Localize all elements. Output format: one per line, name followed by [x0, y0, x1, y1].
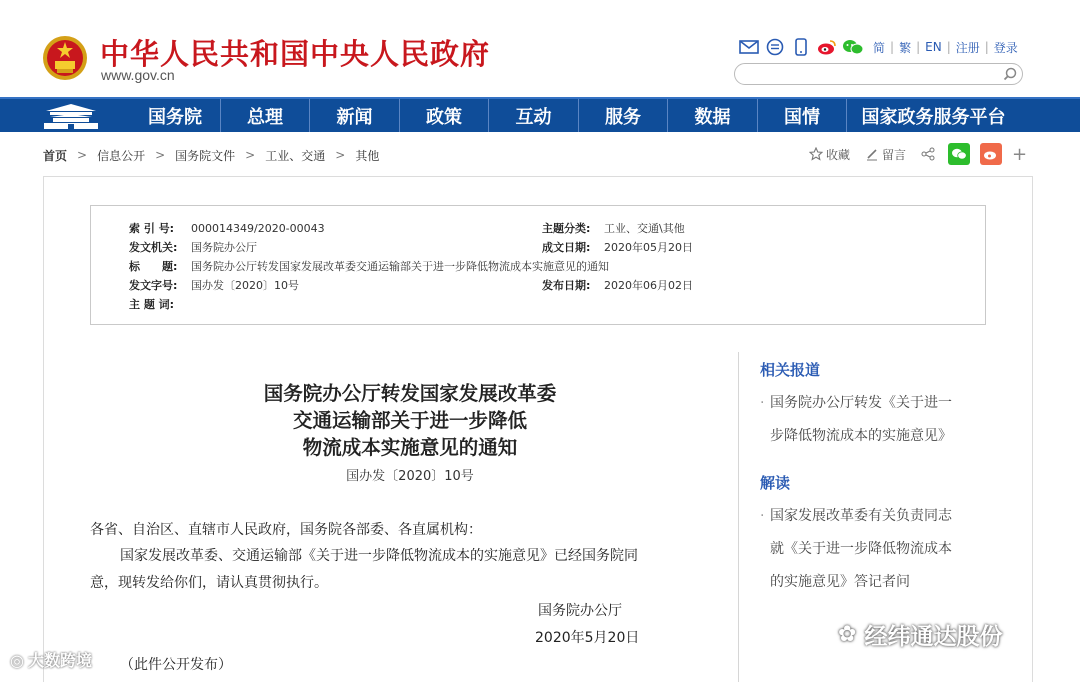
article-date: 2020年5月20日	[535, 630, 640, 646]
message-icon[interactable]	[764, 37, 786, 57]
nav-items	[130, 99, 1020, 132]
meta-title-value: 国务院办公厅转发国家发展改革委交通运输部关于进一步降低物流成本实施意见的通知	[191, 260, 609, 273]
nav-news[interactable]: 新闻	[309, 99, 399, 132]
breadcrumb-info-disclosure[interactable]: 信息公开	[97, 148, 146, 163]
article-salutation: 各省、自治区、直辖市人民政府，国务院各部委、各直属机构：	[90, 522, 482, 538]
sidebar-divider	[738, 352, 739, 682]
search-icon[interactable]	[1002, 66, 1018, 82]
meta-index-value: 000014349/2020-00043	[191, 221, 325, 235]
article-note: （此件公开发布）	[120, 657, 232, 673]
nav-services[interactable]: 服务	[578, 99, 667, 132]
tiananmen-icon[interactable]	[40, 101, 102, 131]
divider: |	[946, 40, 951, 54]
share-bar	[808, 143, 1027, 165]
link-register[interactable]: 注册	[955, 40, 980, 55]
nav-interaction[interactable]: 互动	[488, 99, 578, 132]
share-icon[interactable]	[920, 146, 936, 162]
meta-published-value: 2020年06月02日	[604, 279, 693, 292]
article-title-line: 交通运输部关于进一步降低	[292, 409, 527, 432]
watermark-right	[838, 618, 1002, 651]
interpretation-link[interactable]	[760, 500, 952, 599]
wechat-icon[interactable]	[842, 37, 864, 57]
meta-issuer-label: 发文机关:	[129, 241, 178, 254]
related-report-line[interactable]: 国务院办公厅转发《关于进一	[770, 395, 952, 411]
article-paragraph: 国家发展改革委、交通运输部《关于进一步降低物流成本的实施意见》已经国务院同	[120, 548, 638, 564]
weibo-share-icon[interactable]	[980, 143, 1002, 165]
interpretation-line[interactable]: 就《关于进一步降低物流成本	[770, 541, 952, 557]
article-signature: 国务院办公厅	[538, 603, 622, 619]
interpretation-line[interactable]: 的实施意见》答记者问	[770, 574, 910, 590]
nav-data[interactable]: 数据	[667, 99, 757, 132]
breadcrumb-state-council-docs[interactable]: 国务院文件	[175, 148, 236, 163]
nav-premier[interactable]: 总理	[220, 99, 309, 132]
interpretation-heading: 解读	[760, 474, 791, 492]
site-url[interactable]: www.gov.cn	[101, 67, 175, 83]
watermark-logo-icon: ◎	[10, 651, 24, 670]
article-title-line: 物流成本实施意见的通知	[302, 436, 518, 459]
article-paragraph-cont: 意，现转发给你们，请认真贯彻执行。	[90, 575, 328, 591]
meta-keywords-label: 主 题 词:	[129, 298, 175, 311]
divider: |	[984, 40, 989, 54]
nav-policies[interactable]: 政策	[399, 99, 488, 132]
site-title[interactable]: 中华人民共和国中央人民政府	[100, 37, 491, 71]
chevron-right-icon: >	[77, 148, 88, 162]
document-meta-table	[90, 205, 986, 325]
meta-category-value: 工业、交通\其他	[604, 222, 685, 235]
main-nav	[0, 97, 1080, 132]
meta-index-label: 索 引 号:	[129, 222, 175, 235]
meta-published-label: 发布日期:	[542, 279, 591, 292]
breadcrumb-industry-transport[interactable]: 工业、交通	[265, 148, 326, 163]
comment-label[interactable]: 留言	[882, 147, 907, 162]
mail-icon[interactable]	[738, 37, 760, 57]
related-report-line[interactable]: 步降低物流成本的实施意见》	[770, 428, 952, 444]
link-login[interactable]: 登录	[993, 40, 1018, 55]
chevron-right-icon: >	[155, 148, 166, 162]
wechat-share-icon[interactable]	[948, 143, 970, 165]
related-report-link[interactable]	[760, 387, 952, 453]
breadcrumb-other[interactable]: 其他	[355, 148, 380, 163]
article-title	[90, 380, 730, 461]
more-icon[interactable]: +	[1012, 143, 1028, 165]
national-emblem-icon[interactable]	[42, 33, 88, 83]
nav-national-info[interactable]: 国情	[757, 99, 846, 132]
divider: |	[916, 40, 921, 54]
link-traditional[interactable]: 繁	[899, 40, 912, 55]
meta-title-label: 标 题:	[129, 260, 178, 273]
meta-issuer-value: 国务院办公厅	[191, 241, 257, 254]
link-english[interactable]: EN	[925, 40, 942, 54]
header-tools	[738, 36, 1023, 58]
mobile-icon[interactable]	[790, 37, 812, 57]
nav-gov-service-platform[interactable]: 国家政务服务平台	[846, 99, 1020, 132]
breadcrumb-home[interactable]: 首页	[43, 148, 68, 163]
article-doc-number: 国办发〔2020〕10号	[346, 469, 474, 484]
watermark-left	[10, 648, 92, 671]
bullet-icon: ·	[760, 395, 765, 411]
search-input[interactable]	[745, 65, 1000, 85]
meta-category-label: 主题分类:	[542, 222, 591, 235]
breadcrumb	[43, 146, 379, 164]
wechat-watermark-icon: ✿	[838, 622, 857, 647]
favorite-label[interactable]: 收藏	[826, 147, 851, 162]
article-title-line: 国务院办公厅转发国家发展改革委	[263, 382, 557, 405]
site-header	[0, 0, 1080, 97]
interpretation-line[interactable]: 国家发展改革委有关负责同志	[770, 508, 952, 524]
chevron-right-icon: >	[245, 148, 256, 162]
weibo-icon[interactable]	[816, 37, 838, 57]
bullet-icon: ·	[760, 508, 765, 524]
divider: |	[890, 40, 895, 54]
related-reports-heading: 相关报道	[760, 361, 821, 379]
search-box	[734, 63, 1023, 85]
watermark-left-text: 大数跨境	[27, 651, 92, 670]
watermark-right-text: 经纬通达股份	[864, 624, 1003, 650]
pencil-icon[interactable]	[864, 146, 880, 162]
chevron-right-icon: >	[335, 148, 346, 162]
star-icon[interactable]	[808, 146, 824, 162]
meta-created-value: 2020年05月20日	[604, 241, 693, 254]
link-simplified[interactable]: 简	[873, 40, 886, 55]
nav-state-council[interactable]: 国务院	[148, 106, 202, 128]
meta-docno-label: 发文字号:	[129, 279, 178, 292]
meta-docno-value: 国办发〔2020〕10号	[191, 279, 299, 292]
meta-created-label: 成文日期:	[542, 241, 591, 254]
